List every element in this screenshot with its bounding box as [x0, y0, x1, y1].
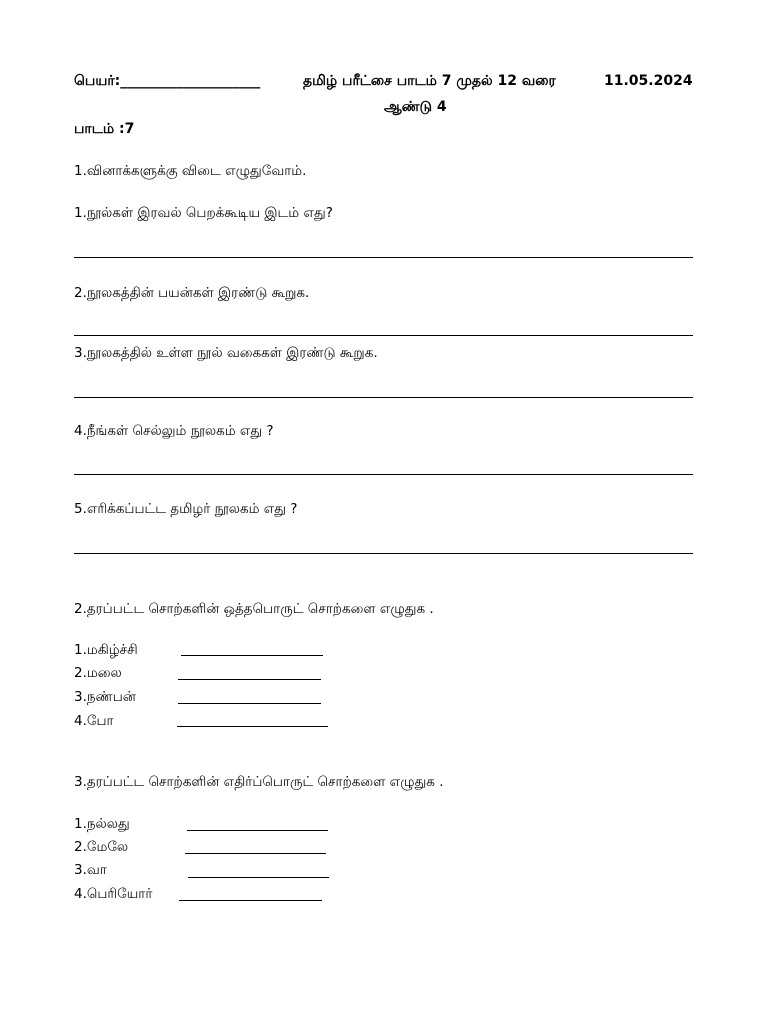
answer-line-1 — [74, 257, 693, 258]
answer-line-2 — [74, 335, 693, 336]
synonym-word-3: 3.நண்பன் — [74, 689, 136, 705]
antonym-blank-2 — [185, 853, 326, 854]
synonym-blank-4 — [177, 726, 328, 727]
section2-heading: 2.தரப்பட்ட சொற்களின் ஒத்தபொருட் சொற்களை எழுதுக . — [74, 601, 434, 617]
section1-heading: 1.வினாக்களுக்கு விடை எழுதுவோம். — [74, 163, 307, 179]
antonym-blank-3 — [188, 877, 329, 878]
synonym-blank-2 — [178, 679, 321, 680]
question-5: 5.எரிக்கப்பட்ட தமிழர் நூலகம் எது ? — [74, 501, 298, 517]
synonym-word-4: 4.போ — [74, 713, 114, 729]
answer-line-4 — [74, 474, 693, 475]
name-label: பெயர்:____________________ — [74, 73, 261, 89]
question-1: 1.நூல்கள் இரவல் பெறக்கூடிய இடம் எது? — [74, 205, 333, 221]
answer-line-5 — [74, 553, 693, 554]
answer-line-3 — [74, 397, 693, 398]
question-4: 4.நீங்கள் செல்லும் நூலகம் எது ? — [74, 423, 274, 439]
year-label: ஆண்டு 4 — [384, 99, 447, 115]
antonym-blank-4 — [179, 900, 322, 901]
synonym-blank-1 — [181, 655, 323, 656]
antonym-word-1: 1.நல்லது — [74, 816, 130, 832]
question-3: 3.நூலகத்தில் உள்ள நூல் வகைகள் இரண்டு கூறுக. — [74, 345, 378, 361]
antonym-word-2: 2.மேலே — [74, 839, 129, 855]
synonym-blank-3 — [178, 703, 321, 704]
synonym-word-2: 2.மலை — [74, 665, 122, 681]
section3-heading: 3.தரப்பட்ட சொற்களின் எதிர்ப்பொருட் சொற்களை எழுதுக . — [74, 774, 444, 790]
antonym-blank-1 — [187, 830, 328, 831]
lesson-label: பாடம் :7 — [74, 121, 135, 137]
synonym-word-1: 1.மகிழ்ச்சி — [74, 642, 138, 658]
exam-title: தமிழ் பரீட்சை பாடம் 7 முதல் 12 வரை — [303, 73, 556, 89]
antonym-word-4: 4.பெரியோர் — [74, 886, 153, 902]
exam-date: 11.05.2024 — [604, 73, 693, 89]
antonym-word-3: 3.வா — [74, 862, 107, 878]
question-2: 2.நூலகத்தின் பயன்கள் இரண்டு கூறுக. — [74, 285, 310, 301]
